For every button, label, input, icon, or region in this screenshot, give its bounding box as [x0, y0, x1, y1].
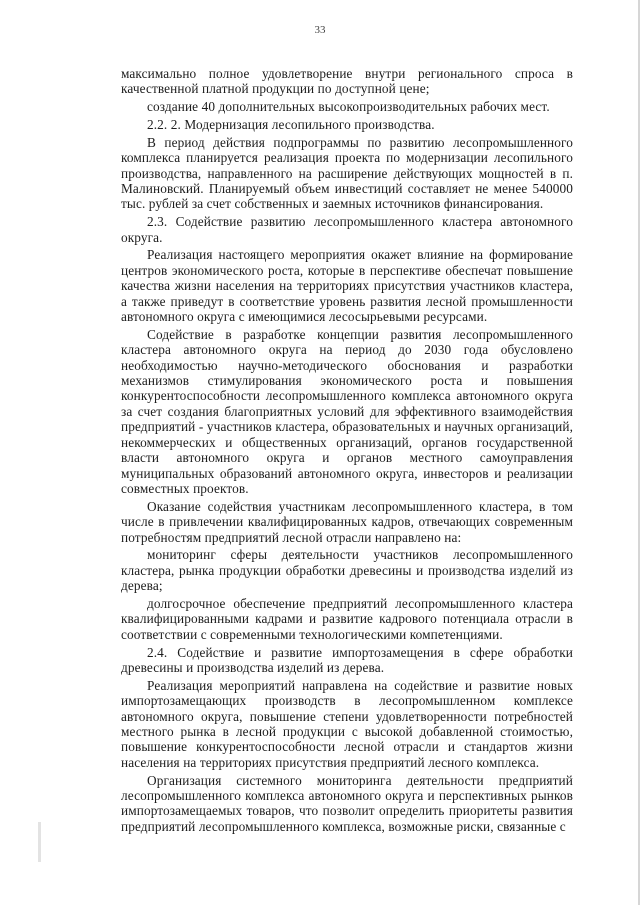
page-number: 33	[314, 24, 326, 36]
section-heading-2-3: 2.3. Содействие развитию лесопромышленного кластера автономного округа.	[121, 214, 573, 245]
document-body	[121, 66, 573, 837]
paragraph-2: создание 40 дополнительных высокопроизводительных рабочих мест.	[147, 99, 550, 115]
section-heading-2-2-2: 2.2. 2. Модернизация лесопильного производства.	[147, 117, 435, 132]
paragraph-6: Реализация настоящего мероприятия окажет влияние на формирование центров экономического роста, которые в перспективе обеспечат повышение качества жизни населения на территориях присутствия участников кластера, а также приведут в соответствие уровень развития лесной промышленности автономного округа с имеющимися лесосырьевыми ресурсами.	[121, 247, 573, 325]
section-heading-2-4: 2.4. Содействие и развитие импортозамещения в сфере обработки древесины и производства изделий из дерева.	[121, 644, 573, 675]
paragraph-9: мониторинг сферы деятельности участников лесопромышленного кластера, рынка продукции обработки древесины и производства изделий из дерева;	[121, 547, 573, 594]
paragraph-7: Содействие в разработке концепции развития лесопромышленного кластера автономного округа на период до 2030 года обусловлено необходимостью научно-методического обоснования и разработки механизмов стимулирования экономического роста и повышения конкурентоспособности лесопромышленного комплекса автономного округа за счет создания благоприятных условий для эффективного взаимодействия предприятий - участников кластера, образовательных и научных организаций, некоммерческих и общественных организаций, органов государственной власти автономного округа и органов местного самоуправления муниципальных образований автономного округа, инвесторов и реализации совместных проектов.	[121, 326, 573, 496]
paragraph-13: Организация системного мониторинга деятельности предприятий лесопромышленного комплекса автономного округа и перспективных рынков импортозамещаемых товаров, что позволит определить приоритеты развития предприятий лесопромышленного комплекса, возможные риски, связанные с	[121, 772, 573, 834]
paragraph-8: Оказание содействия участникам лесопромышленного кластера, в том числе в привлечении квалифицированных кадров, отвечающих современным потребностям предприятий лесной отрасли направлено на:	[121, 498, 573, 545]
paragraph-4: В период действия подпрограммы по развитию лесопромышленного комплекса планируется реализация проекта по модернизации лесопильного производства, направленного на расширение действующих мощностей в п. Малиновский. Планируемый объем инвестиций составляет не менее 540000 тыс. рублей за счет собственных и заемных источников финансирования.	[121, 134, 573, 212]
scan-artifact-mark	[38, 822, 41, 862]
paragraph-12: Реализация мероприятий направлена на содействие и развитие новых импортозамещающих производств в лесопромышленном комплексе автономного округа, повышение степени удовлетворенности потребностей местного рынка в лесной продукции с высокой добавленной стоимостью, повышение конкурентоспособности лесной отрасли и стандартов жизни населения на территориях присутствия предприятий лесного комплекса.	[121, 677, 573, 770]
paragraph-10: долгосрочное обеспечение предприятий лесопромышленного кластера квалифицированными кадрами и развитие кадрового потенциала отрасли в соответствии с современными технологическими компетенциями.	[121, 595, 573, 642]
paragraph-1: максимально полное удовлетворение внутри регионального спроса в качественной платной продукции по доступной цене;	[121, 66, 573, 97]
